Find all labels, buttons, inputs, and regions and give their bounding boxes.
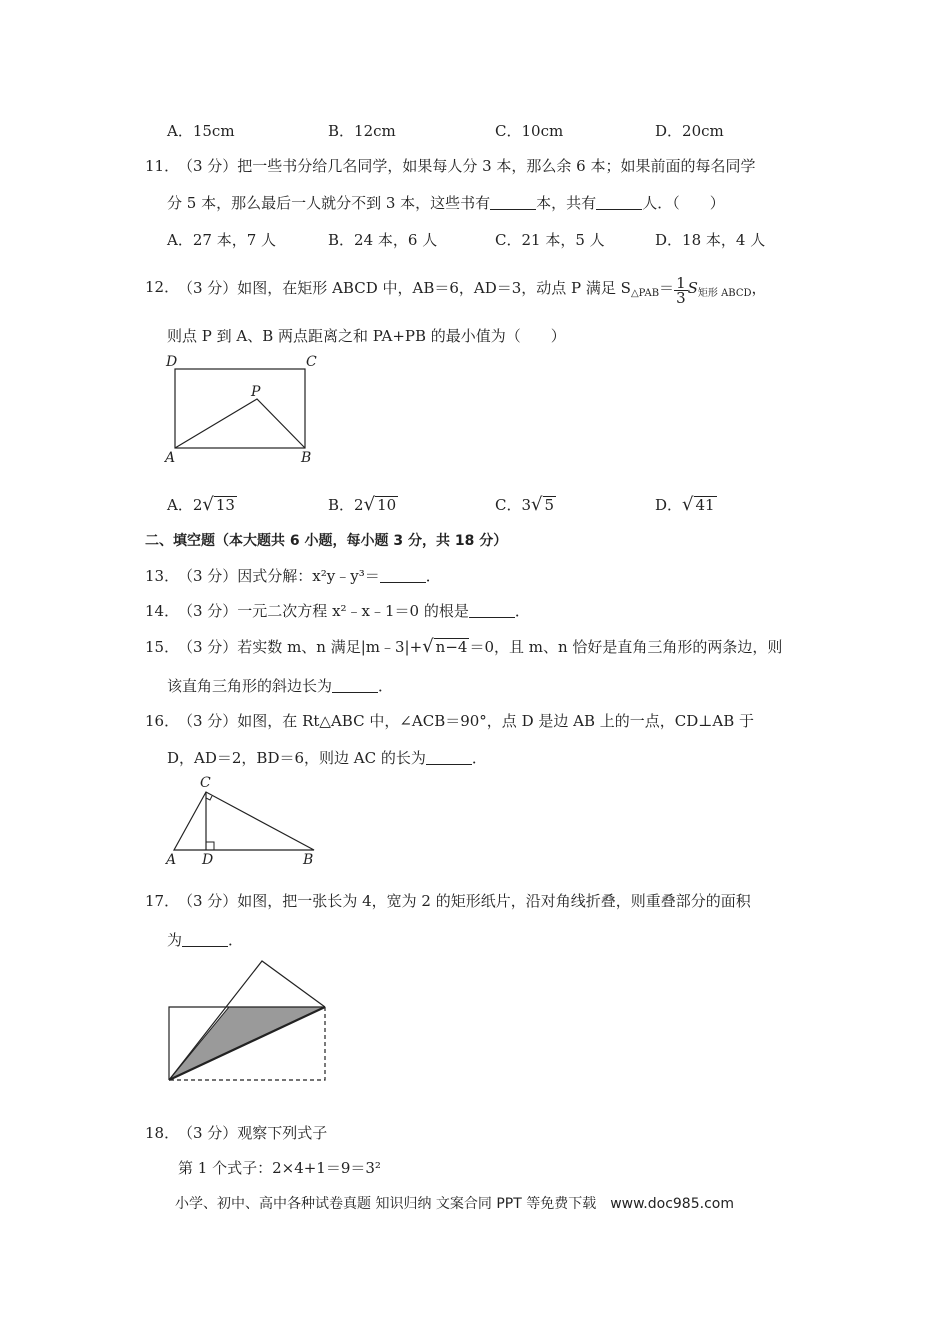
- option-coefficient: 3: [521, 496, 532, 514]
- triangle-abc: [174, 792, 314, 850]
- q12-option-a: [167, 494, 237, 515]
- q15-line1: [178, 636, 782, 657]
- q15-end: ．: [378, 677, 394, 695]
- q15-number: 15．: [145, 638, 180, 656]
- q13-line: [178, 565, 441, 586]
- label-d: D: [166, 354, 178, 370]
- label-c: C: [306, 354, 317, 370]
- answer-blank: [469, 603, 515, 618]
- q13-number: 13．: [145, 567, 180, 585]
- q11-option-d: D．18 本，4 人: [655, 231, 766, 249]
- radicand: n−4: [435, 638, 468, 656]
- q17-line2-text: 为: [167, 931, 183, 949]
- q17-line1: （3 分）如图，把一张长为 4，宽为 2 的矩形纸片，沿对角线折叠，则重叠部分的面积: [178, 892, 751, 910]
- q15-text-b: ＝0，且 m、n 恰好是直角三角形的两条边，则: [469, 638, 783, 656]
- q10-option-c: C．10cm: [495, 122, 564, 140]
- q12-option-c: [495, 494, 556, 515]
- q11-line2: [167, 192, 725, 213]
- q11-option-c: C．21 本，5 人: [495, 231, 605, 249]
- radical-sign: √: [422, 636, 434, 657]
- q10-option-d: D．20cm: [655, 122, 724, 140]
- answer-blank: [182, 932, 228, 947]
- q12-line1: [178, 276, 767, 305]
- label-a: A: [166, 852, 177, 868]
- answer-blank: [596, 195, 642, 210]
- q17-folded-rectangle-figure: [160, 955, 335, 1090]
- option-coefficient: 2: [354, 496, 364, 514]
- radicand: 5: [544, 496, 555, 514]
- q12-subscript-rect: 矩形 ABCD: [697, 288, 752, 299]
- label-p: P: [251, 384, 261, 400]
- q14-end: ．: [514, 602, 530, 620]
- q18-line1: （3 分）观察下列式子: [178, 1124, 328, 1142]
- answer-blank: [332, 678, 378, 693]
- q10-option-a: A．15cm: [167, 122, 235, 140]
- q10-option-b: B．12cm: [328, 122, 396, 140]
- q11-option-a: A．27 本，7 人: [167, 231, 276, 249]
- label-b: B: [303, 852, 314, 868]
- radicand: 13: [215, 496, 235, 514]
- q12-area-symbol: S: [687, 279, 698, 297]
- option-letter: C．: [495, 496, 522, 514]
- q16-triangle-figure: [160, 770, 330, 870]
- q11-option-b: B．24 本，6 人: [328, 231, 438, 249]
- answer-blank: [490, 195, 536, 210]
- q12-option-b: [328, 494, 398, 515]
- q17-number: 17．: [145, 892, 180, 910]
- answer-blank: [380, 568, 426, 583]
- fraction-numerator: 1: [676, 274, 686, 292]
- radical-sign: √: [202, 494, 214, 515]
- q11-line2-text-b: 本，共有: [536, 194, 597, 212]
- q11-number: 11．: [145, 157, 180, 175]
- section-heading: 二、填空题（本大题共 6 小题，每小题 3 分，共 18 分）: [145, 533, 508, 549]
- q16-end: ．: [471, 749, 487, 767]
- q16-line1: （3 分）如图，在 Rt△ABC 中，∠ACB＝90°，点 D 是边 AB 上的一点，CD⊥AB 于: [178, 712, 754, 730]
- q13-text: （3 分）因式分解：x²y﹣y³＝: [178, 567, 380, 585]
- q17-end: ．: [228, 931, 244, 949]
- q14-text: （3 分）一元二次方程 x²﹣x﹣1＝0 的根是: [178, 602, 469, 620]
- q12-comma: ，: [751, 279, 767, 297]
- label-c: C: [200, 775, 211, 791]
- q15-text-a: （3 分）若实数 m、n 满足|m﹣3|+: [178, 638, 423, 656]
- q16-line2-text: D，AD＝2，BD＝6，则边 AC 的长为: [167, 749, 426, 767]
- q13-end: ．: [425, 567, 441, 585]
- q16-line2: [167, 747, 487, 768]
- q12-subscript-pab: △PAB: [630, 288, 660, 299]
- option-coefficient: 2: [192, 496, 203, 514]
- option-letter: B．: [328, 496, 355, 514]
- q15-line2: [167, 675, 393, 696]
- q11-line1: （3 分）把一些书分给几名同学，如果每人分 3 本，那么余 6 本；如果前面的每名同学: [178, 157, 756, 175]
- label-a: A: [165, 450, 176, 465]
- q11-line2-text-c: 人．（ ）: [642, 194, 725, 212]
- label-d: D: [202, 852, 214, 868]
- q14-number: 14．: [145, 602, 180, 620]
- q15-line2-text: 该直角三角形的斜边长为: [167, 677, 333, 695]
- q12-equals: ＝: [659, 279, 675, 297]
- fraction-denominator: 3: [676, 289, 686, 307]
- answer-blank: [426, 750, 472, 765]
- q12-option-d: [655, 494, 717, 515]
- radical-sign: √: [363, 494, 376, 515]
- q12-rectangle-figure: [160, 350, 330, 465]
- radicand: 41: [695, 496, 715, 514]
- q16-number: 16．: [145, 712, 180, 730]
- option-letter: D．: [655, 496, 683, 514]
- q14-line: [178, 600, 530, 621]
- q11-line2-text-a: 分 5 本，那么最后一人就分不到 3 本，这些书有: [167, 194, 491, 212]
- q18-line2: 第 1 个式子：2×4+1＝9＝3²: [178, 1159, 381, 1177]
- footer-text: 小学、初中、高中各种试卷真题 知识归纳 文案合同 PPT 等免费下载 www.doc985.com: [175, 1196, 734, 1212]
- q12-number: 12．: [145, 278, 180, 296]
- radical-sign: √: [531, 494, 543, 515]
- radicand: 10: [377, 496, 397, 514]
- radical-sign: √: [682, 494, 694, 515]
- label-b: B: [301, 450, 312, 465]
- q18-number: 18．: [145, 1124, 180, 1142]
- q12-line1-text: （3 分）如图，在矩形 ABCD 中，AB＝6，AD＝3，动点 P 满足 S: [178, 279, 631, 297]
- q17-line2: [167, 929, 243, 950]
- option-letter: A．: [167, 496, 193, 514]
- right-angle-mark-c: [206, 796, 212, 800]
- q12-line2: 则点 P 到 A、B 两点距离之和 PA+PB 的最小值为（ ）: [167, 327, 566, 345]
- right-angle-mark-d: [206, 842, 214, 850]
- fraction-one-third: [674, 276, 688, 305]
- segments-pa-pb: [175, 399, 305, 448]
